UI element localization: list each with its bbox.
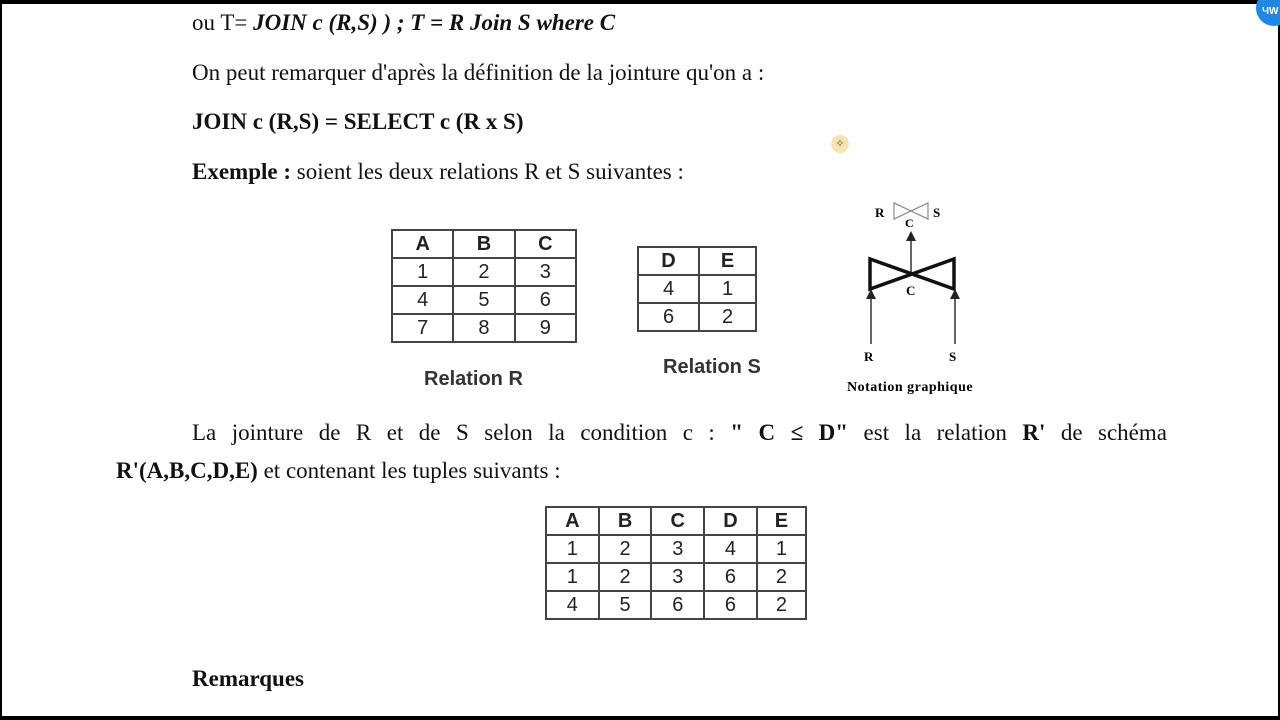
paragraph-jointure-2 — [116, 458, 561, 484]
result-table — [545, 506, 807, 620]
table-row — [392, 286, 576, 314]
table-cell: 6 — [638, 303, 699, 331]
relation-r-caption: Relation R — [424, 368, 523, 390]
schema: R'(A,B,C,D,E) — [116, 458, 258, 483]
table-cell: 4 — [704, 535, 757, 563]
label-s-top: S — [933, 205, 941, 220]
table-row — [546, 535, 806, 563]
join-notation-diagram — [842, 199, 1022, 399]
join-formula: JOIN c (R,S) ) ; T = R Join S where C — [253, 10, 616, 35]
text: de schéma — [1045, 420, 1167, 445]
table-cell: C — [515, 230, 576, 258]
table-cell: 3 — [651, 535, 704, 563]
condition: " C ≤ D" — [730, 420, 849, 445]
table-cell: D — [638, 247, 699, 275]
label-c-top: C — [905, 216, 914, 230]
relation-s-caption: Relation S — [663, 356, 761, 378]
table-cell: 1 — [546, 535, 599, 563]
app-badge-icon[interactable]: ЧW — [1256, 0, 1280, 26]
table-cell: B — [453, 230, 514, 258]
table-cell: 5 — [453, 286, 514, 314]
table-cell: 1 — [546, 563, 599, 591]
table-cell: 6 — [704, 591, 757, 619]
table-cell: 2 — [757, 591, 806, 619]
table-cell: 2 — [599, 535, 652, 563]
text: ou T= — [192, 10, 254, 35]
table-cell: A — [546, 507, 599, 535]
remarques-heading: Remarques — [192, 666, 305, 691]
label-s: S — [949, 349, 957, 364]
table-cell: 8 — [453, 314, 514, 342]
arrow-up-icon — [950, 289, 960, 299]
label-r: R — [864, 349, 874, 364]
label-r-top: R — [875, 205, 885, 220]
table-cell: 3 — [651, 563, 704, 591]
table-cell: A — [392, 230, 453, 258]
relation-s-table — [637, 246, 757, 332]
table-header-row — [546, 507, 806, 535]
table-row — [638, 275, 756, 303]
example-line — [192, 159, 684, 185]
table-row — [392, 314, 576, 342]
example-label: Exemple : — [192, 159, 292, 184]
table-cell: 4 — [392, 286, 453, 314]
table-cell: C — [651, 507, 704, 535]
relation-name: R' — [1022, 420, 1046, 445]
table-cell: 6 — [515, 286, 576, 314]
text: La jointure de R et de S selon la condition c : — [192, 420, 731, 445]
notation-caption: Notation graphique — [847, 380, 974, 395]
table-row — [392, 258, 576, 286]
table-header-row — [638, 247, 756, 275]
text: soient les deux relations R et S suivantes : — [291, 159, 684, 184]
formula-line — [192, 10, 615, 36]
table-cell: 1 — [757, 535, 806, 563]
text: est la relation — [848, 420, 1023, 445]
table-cell: 1 — [699, 275, 756, 303]
table-cell: D — [704, 507, 757, 535]
cursor-indicator-icon: ✧ — [831, 135, 849, 153]
table-cell: E — [699, 247, 756, 275]
table-cell: 4 — [638, 275, 699, 303]
paragraph: On peut remarquer d'après la définition de la jointure qu'on a : — [192, 60, 765, 85]
document-page — [2, 4, 1278, 716]
table-cell: 2 — [757, 563, 806, 591]
table-cell: 3 — [515, 258, 576, 286]
table-cell: B — [599, 507, 652, 535]
table-header-row — [392, 230, 576, 258]
table-cell: 9 — [515, 314, 576, 342]
table-cell: 5 — [599, 591, 652, 619]
table-cell: 2 — [699, 303, 756, 331]
equation: JOIN c (R,S) = SELECT c (R x S) — [192, 109, 524, 134]
table-cell: 2 — [599, 563, 652, 591]
table-cell: 2 — [453, 258, 514, 286]
table-cell: E — [757, 507, 806, 535]
table-cell: 6 — [651, 591, 704, 619]
table-cell: 6 — [704, 563, 757, 591]
paragraph-jointure — [192, 420, 1167, 446]
table-row — [638, 303, 756, 331]
table-cell: 7 — [392, 314, 453, 342]
arrow-up-icon — [906, 231, 916, 241]
label-c: C — [906, 283, 916, 298]
arrow-up-icon — [866, 289, 876, 299]
text: et contenant les tuples suivants : — [257, 458, 561, 483]
relation-r-table — [391, 229, 577, 343]
table-row — [546, 563, 806, 591]
table-cell: 4 — [546, 591, 599, 619]
table-cell: 1 — [392, 258, 453, 286]
table-row — [546, 591, 806, 619]
